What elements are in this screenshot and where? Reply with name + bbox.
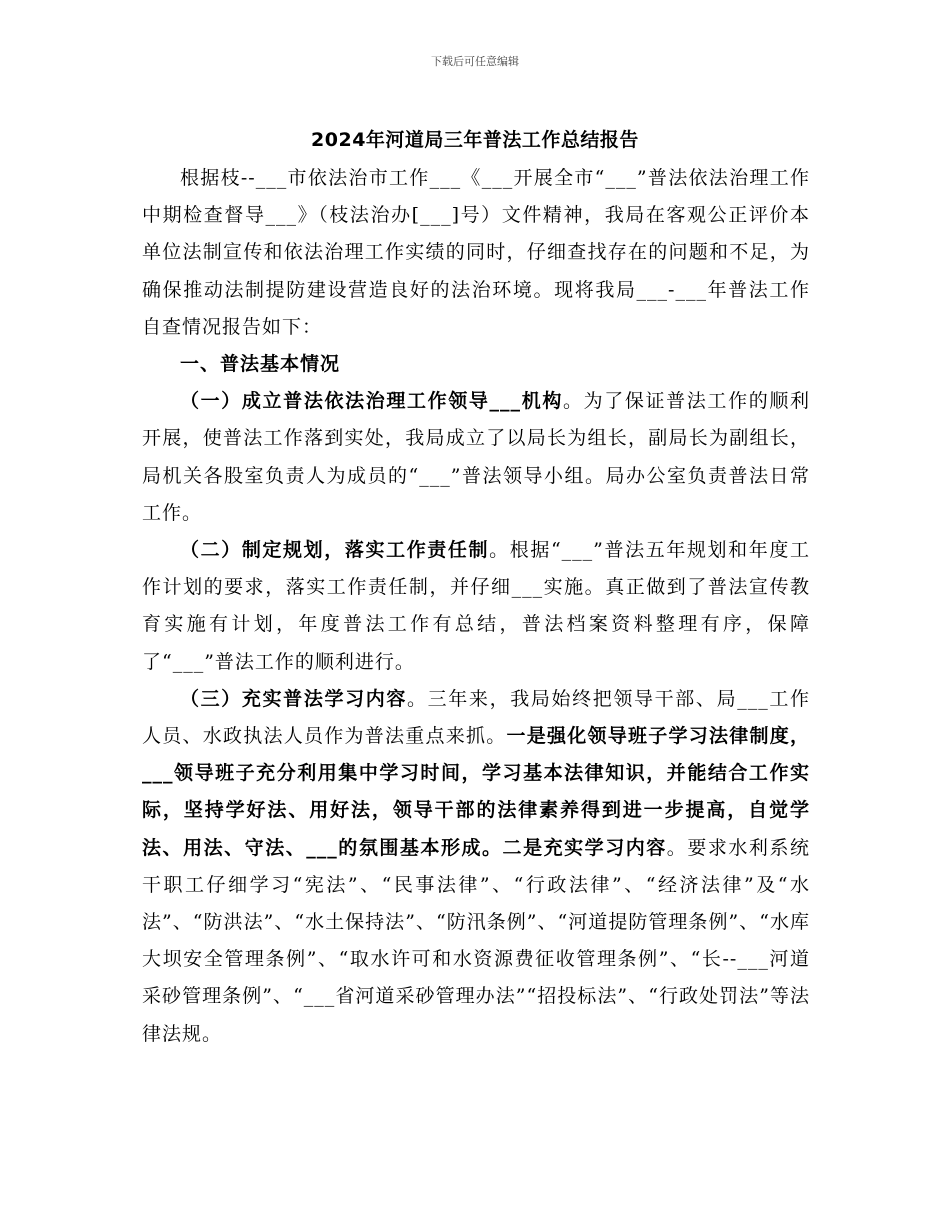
header-note: 下载后可任意编辑 <box>431 55 519 68</box>
item-3-text-1: 。三年来，我局始终把领导干部、局___工作人员、水政执法人员作为普法重点来抓。 <box>142 687 810 748</box>
section-heading: 一、普法基本情况 <box>180 353 341 376</box>
item-3-bold-1: 一是强化领导班子学习法律制度，___领导班子充分利用集中学习时间，学习基本法律知识，并能结合工作实际，坚持学好法、用好法，领导干部的法律素养得到进一步提高，自觉学法、用法、守法、___的氛围基本形成。二是充实学习内容 <box>142 725 810 859</box>
item-3-paragraph <box>142 681 810 1053</box>
document-body <box>142 160 810 1053</box>
item-2-lead: （二）制定规划，落实工作责任制 <box>180 539 490 562</box>
intro-paragraph: 根据枝--___市依法治市工作___《___开展全市“___”普法依法治理工作中期检查督导___》（枝法治办[___]号）文件精神，我局在客观公正评价本单位法制宣传和依法治理工作实绩的同时，仔细查找存在的问题和不足，为确保推动法制提防建设营造良好的法治环境。现将我局___-___年普法工作自查情况报告如下： <box>142 167 810 338</box>
item-1-lead: （一）成立普法依法治理工作领导___机构 <box>180 390 563 413</box>
item-3-text-2: 。要求水利系统干职工仔细学习“宪法”、“民事法律”、“行政法律”、“经济法律”及“水法”、“防洪法”、“水土保持法”、“防汛条例”、“河道提防管理条例”、“水库大坝安全管理条例”、“取水许可和水资源费征收管理条例”、“长--___河道采砂管理条例”、“___省河道采砂管理办法”“招投标法”、“行政处罚法”等法律法规。 <box>142 836 810 1045</box>
item-2-text: 。根据“___”普法五年规划和年度工作计划的要求，落实工作责任制，并仔细___实施。真正做到了普法宣传教育实施有计划，年度普法工作有总结，普法档案资料整理有序，保障了“___”普法工作的顺利进行。 <box>142 539 810 673</box>
item-1-text: 。为了保证普法工作的顺利开展，使普法工作落到实处，我局成立了以局长为组长，副局长为副组长，局机关各股室负责人为成员的“___”普法领导小组。局办公室负责普法日常工作。 <box>142 390 810 524</box>
page-title: 2024年河道局三年普法工作总结报告 <box>311 129 639 151</box>
item-3-lead: （三）充实普法学习内容 <box>180 687 408 710</box>
item-2-paragraph <box>142 532 810 681</box>
item-1-paragraph <box>142 383 810 532</box>
